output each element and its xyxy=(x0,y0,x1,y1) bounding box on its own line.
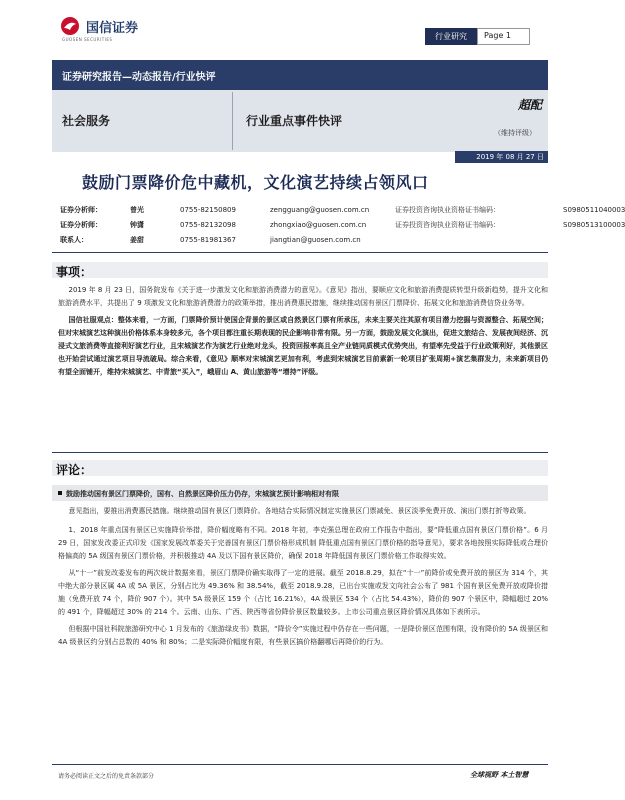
analyst-license: S0980513100003 xyxy=(563,221,625,229)
event-paragraph-2: 国信社服观点：整体来看，一方面，门票降价预计使国企背景的景区或自然景区门票有所承压，未来主要关注其原有项目潜力挖掘与资源整合、拓展空间；但对宋城演艺这种演出价格体系本身较多元，各个项目都注重长期表现的民企影响非常有限。另一方面，鼓励发展文化演出，促进文旅结合、发展夜间经济、沉浸式文旅消费等直接利好演艺行业，且宋城演艺作为演艺行业绝对龙头，投资回报率高且全产业链同质模式优势突出，有望率先受益于行业政策利好，其他景区也开始尝试通过演艺项目导流破局。综合来看，《意见》顺率对宋城演艺更加有利，考虑到宋城演艺目前素新一轮项目扩张周期+演艺集群发力，未来新项目仍有望全面铺开，维持宋城演艺、中青旅“买入”，峨眉山 A、黄山旅游等“增持”评级。 xyxy=(58,316,548,376)
comment-heading: 评论： xyxy=(56,463,93,477)
rating: 超配 xyxy=(518,98,543,112)
event-heading-band xyxy=(52,262,548,278)
analyst-row xyxy=(60,233,625,248)
rating-note: （维持评级） xyxy=(494,129,536,137)
analyst-list xyxy=(60,203,625,248)
brand-sub: GUOSEN SECURITIES xyxy=(62,37,113,42)
brand-logo xyxy=(60,16,138,36)
event-paragraph-1: 2019 年 8 月 23 日，国务院发布《关于进一步激发文化和旅游消费潜力的意见》。《意见》指出，要顺应文化和旅游消费提质转型升级新趋势，提升文化和旅游消费水平，共提出了 9 项激发文化和旅游消费潜力的政策举措，推出消费惠民措施，继续推动国有景区门票降价、拓展文化和旅游消费信贷业务等。 xyxy=(58,286,548,307)
analyst-phone: 0755-82150809 xyxy=(180,206,236,214)
report-date: 2019 年 08 月 27 日 xyxy=(455,151,548,163)
report-tag-box xyxy=(425,28,530,45)
analyst-license: S0980511040003 xyxy=(563,206,625,214)
analyst-name: 曾光 xyxy=(130,206,144,214)
comment-paragraph-2: 1、2018 年重点国有景区已实施降价举措，降价幅度略有不同。2018 年初，李克强总理在政府工作报告中指出，要“降低重点国有景区门票价格”。6 月 29 日，国家发改委正式印发《国家发展改革委关于完善国有景区门票价格形成机制 降低重点国有景区门票价格的指导意见》，要求各地按照实际降低或合理价格偏高的 5A 级国有景区门票价格，并积极推动 4A 及以下国有景区降价，确保 2018 年降低国有景区门票价格工作取得实效。 xyxy=(58,526,548,560)
report-type: 证券研究报告—动态报告/行业快评 xyxy=(62,72,216,83)
analyst-email[interactable]: zengguang@guosen.com.cn xyxy=(270,206,370,214)
analyst-role: 证券分析师： xyxy=(60,206,102,214)
sector-label: 社会服务 xyxy=(62,114,111,128)
footer-divider xyxy=(52,764,548,765)
bullet-square-icon xyxy=(58,491,62,495)
brand-name: 国信证券 xyxy=(86,20,139,36)
page-label: Page 1 xyxy=(477,28,530,45)
analyst-row xyxy=(60,203,625,218)
analyst-role: 联系人： xyxy=(60,236,88,244)
report-subtitle: 行业重点事件快评 xyxy=(246,114,343,128)
guosen-logo-icon xyxy=(60,16,80,36)
event-heading: 事项： xyxy=(56,265,93,279)
comment-bullet xyxy=(52,485,548,501)
analyst-email[interactable]: zhongxiao@guosen.com.cn xyxy=(270,221,367,229)
comment-paragraph-3: 从“十一”前发改委发布的两次统计数据来看，景区门票降价确实取得了一定的进展。截至 2018.8.29，拟在“十一”前降价或免费开放的景区为 314 个，其中绝大部分景区属 4A 或 5A 景区，分别占比为 49.36% 和 38.54%，截至 2018.9.28，已出台实施或发文向社会公布了 981 个国有景区免费开放或降价措施（免费开放 74 个，降价 907 个）。其中 5A 级景区 159 个（占比 16.21%），4A 级景区 534 个（占比 54.43%），降价的 907 个景区中，降幅超过 20% 的 491 个，降幅超过 30% 的 214 个。云南、山东、广西、陕西等省份降价景区数量较多。上市公司重点景区降价情况具体如下表所示。 xyxy=(58,569,548,616)
analyst-email[interactable]: jiangtian@guosen.com.cn xyxy=(270,236,361,244)
comment-body xyxy=(58,505,548,649)
banner-divider xyxy=(232,92,233,150)
comment-bullet-text: 鼓励推动国有景区门票降价，国有、自然景区降价压力仍存，宋城演艺预计影响相对有限 xyxy=(66,490,339,498)
analyst-phone: 0755-81981367 xyxy=(180,236,236,244)
analyst-license-label: 证券投资咨询执业资格证书编码： xyxy=(395,221,500,229)
analyst-name: 姜甜 xyxy=(130,236,144,244)
analyst-role: 证券分析师： xyxy=(60,221,102,229)
analyst-phone: 0755-82132098 xyxy=(180,221,236,229)
footer-slogan: 全球视野 本土智慧 xyxy=(470,771,529,779)
report-tag: 行业研究 xyxy=(425,28,477,45)
section-divider xyxy=(52,252,548,253)
analyst-license-label: 证券投资咨询执业资格证书编码： xyxy=(395,206,500,214)
comment-heading-band xyxy=(52,460,548,476)
section-divider xyxy=(52,452,548,453)
page-title: 鼓励门票降价危中藏机，文化演艺持续占领风口 xyxy=(82,173,429,192)
footer-disclaimer: 请务必阅读正文之后的免责条款部分 xyxy=(58,773,155,780)
analyst-row xyxy=(60,218,625,233)
analyst-name: 钟潇 xyxy=(130,221,144,229)
report-type-bar xyxy=(52,60,548,90)
comment-paragraph-4: 但根据中国社科院旅游研究中心 1 月发布的《旅游绿皮书》数据，“降价令”实施过程中仍存在一些问题，一是降价景区范围有限，没有降价的 5A 级景区和 4A 级景区约分别占总数的 40% 和 80%；二是实际降价幅度有限，有些景区搞价格翻哪后再降价的行为。 xyxy=(58,625,548,646)
event-body xyxy=(58,284,548,379)
comment-paragraph-1: 意见指出，要推出消费惠民措施。继续推动国有景区门票降价。各地结合实际情况制定实施景区门票减免、景区淡季免费开放、演出门票打折等政策。 xyxy=(68,507,531,515)
